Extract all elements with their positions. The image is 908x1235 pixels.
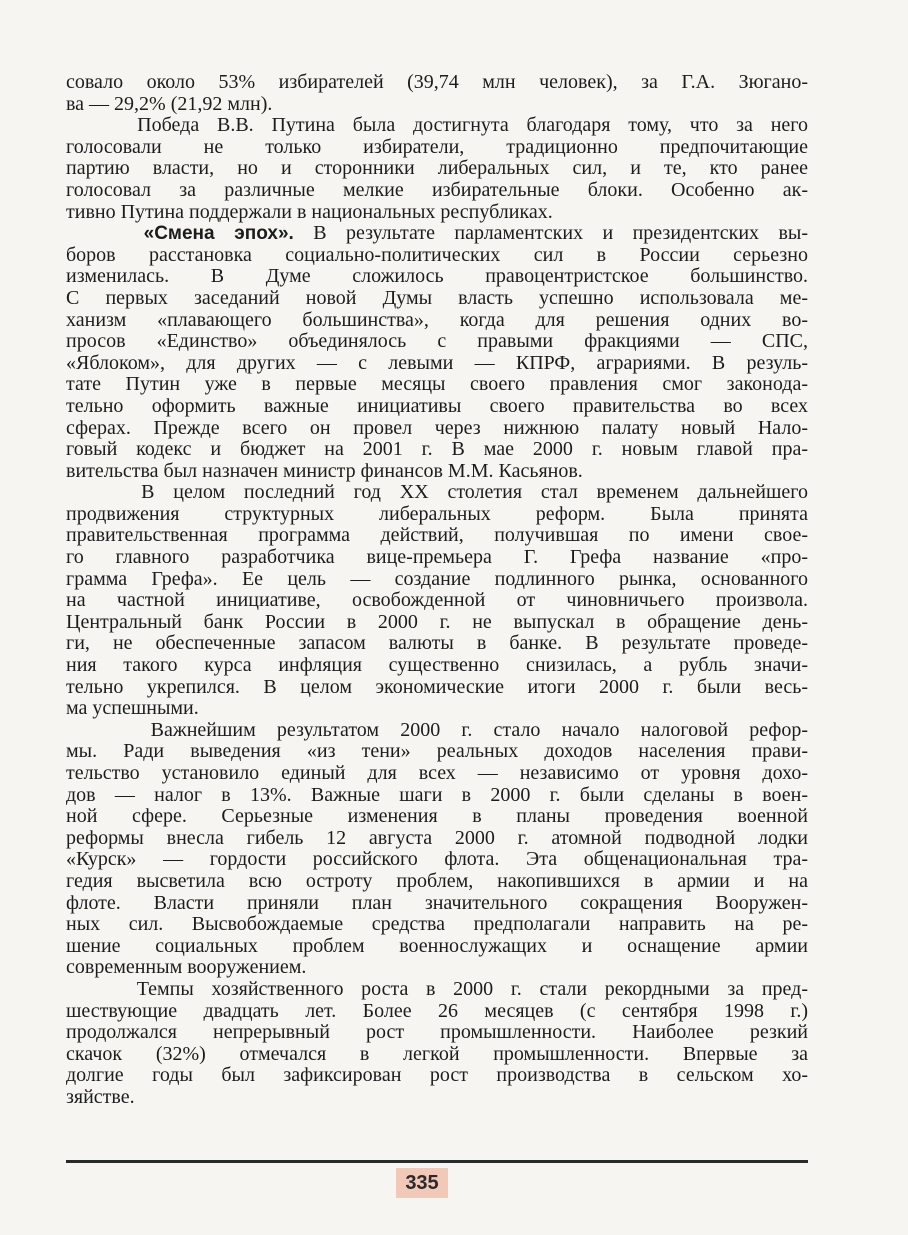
text-line: флоте. Власти приняли план значительного сокращения Вооружен- (66, 891, 808, 914)
footer-rule (66, 1160, 808, 1163)
text-line: Темпы хозяйственного роста в 2000 г. стали рекордными за пред- (66, 977, 808, 1000)
text-line: го главного разработчика вице-премьера Г. Грефа название «про- (66, 546, 808, 569)
text-line: реформы внесла гибель 12 августа 2000 г. атомной подводной лодки (66, 826, 808, 849)
text-line: продолжался непрерывный рост промышленности. Наиболее резкий (66, 1021, 808, 1044)
text-line: говый кодекс и бюджет на 2001 г. В мае 2000 г. новым главой пра- (66, 438, 808, 461)
text-line: тельно оформить важные инициативы своего правительства во всех (66, 394, 808, 417)
text-line: ной сфере. Серьезные изменения в планы проведения военной (66, 805, 808, 828)
text-line: «Яблоком», для других — с левыми — КПРФ, аграриями. В резуль- (66, 351, 808, 374)
text-line: ханизм «плавающего большинства», когда для решения одних во- (66, 308, 808, 331)
text-line: ния такого курса инфляция существенно снизилась, а рубль значи- (66, 654, 808, 677)
text-line: современным вооружением. (66, 956, 307, 979)
text-line: партию власти, но и сторонники либеральных сил, и те, кто ранее (66, 157, 808, 180)
text-line: ги, не обеспеченные запасом валюты в банке. В результате проведе- (66, 632, 808, 655)
paragraph-1 (66, 72, 808, 115)
text-line: «Курск» — гордости российского флота. Эта общенациональная тра- (66, 848, 808, 871)
text-line: вительства был назначен министр финансов М.М. Касьянов. (66, 459, 583, 482)
paragraph-2 (66, 115, 808, 223)
section-lead-heading: «Смена эпох». (143, 223, 294, 245)
text-line: боров расстановка социально-политических сил в России серьезно (66, 243, 808, 266)
text-line: тельно укрепился. В целом экономические итоги 2000 г. были весь- (66, 675, 808, 698)
text-line: В целом последний год XX столетия стал временем дальнейшего (66, 481, 808, 504)
text-line: Центральный банк России в 2000 г. не выпускал в обращение день- (66, 610, 808, 633)
text-line: мы. Ради выведения «из тени» реальных доходов населения прави- (66, 740, 808, 763)
text-line: дов — налог в 13%. Важные шаги в 2000 г. были сделаны в воен- (66, 783, 808, 806)
text-line (66, 223, 808, 245)
page-number: 335 (396, 1168, 448, 1198)
text-line: совало около 53% избирателей (39,74 млн человек), за Г.А. Зюгано- (66, 71, 808, 93)
paragraph-6 (66, 979, 808, 1109)
text-line: шение социальных проблем военнослужащих и оснащение армии (66, 934, 808, 957)
text-line: ва — 29,2% (21,92 млн). (66, 92, 273, 115)
text-line: скачок (32%) отмечался в легкой промышленности. Впервые за (66, 1042, 808, 1065)
text-line: тельство установило единый для всех — независимо от уровня дохо- (66, 762, 808, 784)
text-line: тивно Путина поддержали в национальных республиках. (66, 200, 553, 223)
text-line: сферах. Прежде всего он провел через нижнюю палату новый Нало- (66, 416, 808, 439)
text-line: просов «Единство» объединялось с правыми фракциями — СПС, (66, 330, 808, 353)
text-fragment: В результате парламентских и президентских вы- (293, 222, 809, 245)
text-line: правительственная программа действий, получившая по имени свое- (66, 524, 808, 547)
text-line: ных сил. Высвобождаемые средства предполагали направить на ре- (66, 913, 808, 936)
text-line: Важнейшим результатом 2000 г. стало начало налоговой рефор- (66, 718, 808, 741)
paragraph-3 (66, 223, 808, 482)
text-line: Победа В.В. Путина была достигнута благодаря тому, что за него (66, 114, 808, 137)
text-line: шествующие двадцать лет. Более 26 месяцев (с сентября 1998 г.) (66, 999, 808, 1022)
text-line: зяйстве. (66, 1085, 135, 1108)
text-line: гедия высветила всю остроту проблем, накопившихся в армии и на (66, 869, 808, 892)
text-line: голосовали не только избиратели, традиционно предпочитающие (66, 135, 808, 158)
paragraph-4 (66, 482, 808, 720)
text-line: С первых заседаний новой Думы власть успешно использовала ме- (66, 286, 808, 309)
page-body (66, 72, 808, 1109)
text-line: грамма Грефа». Ее цель — создание подлинного рынка, основанного (66, 567, 808, 590)
text-line: ма успешными. (66, 697, 199, 720)
paragraph-5 (66, 720, 808, 979)
text-line: долгие годы был зафиксирован рост производства в сельском хо- (66, 1064, 808, 1087)
text-line: голосовал за различные мелкие избирательные блоки. Особенно ак- (66, 178, 808, 201)
text-line: продвижения структурных либеральных реформ. Была принята (66, 502, 808, 525)
text-line: на частной инициативе, освобожденной от чиновничьего произвола. (66, 589, 808, 612)
text-line: тате Путин уже в первые месяцы своего правления смог законода- (66, 373, 808, 396)
text-line: изменилась. В Думе сложилось правоцентристское большинство. (66, 265, 808, 288)
